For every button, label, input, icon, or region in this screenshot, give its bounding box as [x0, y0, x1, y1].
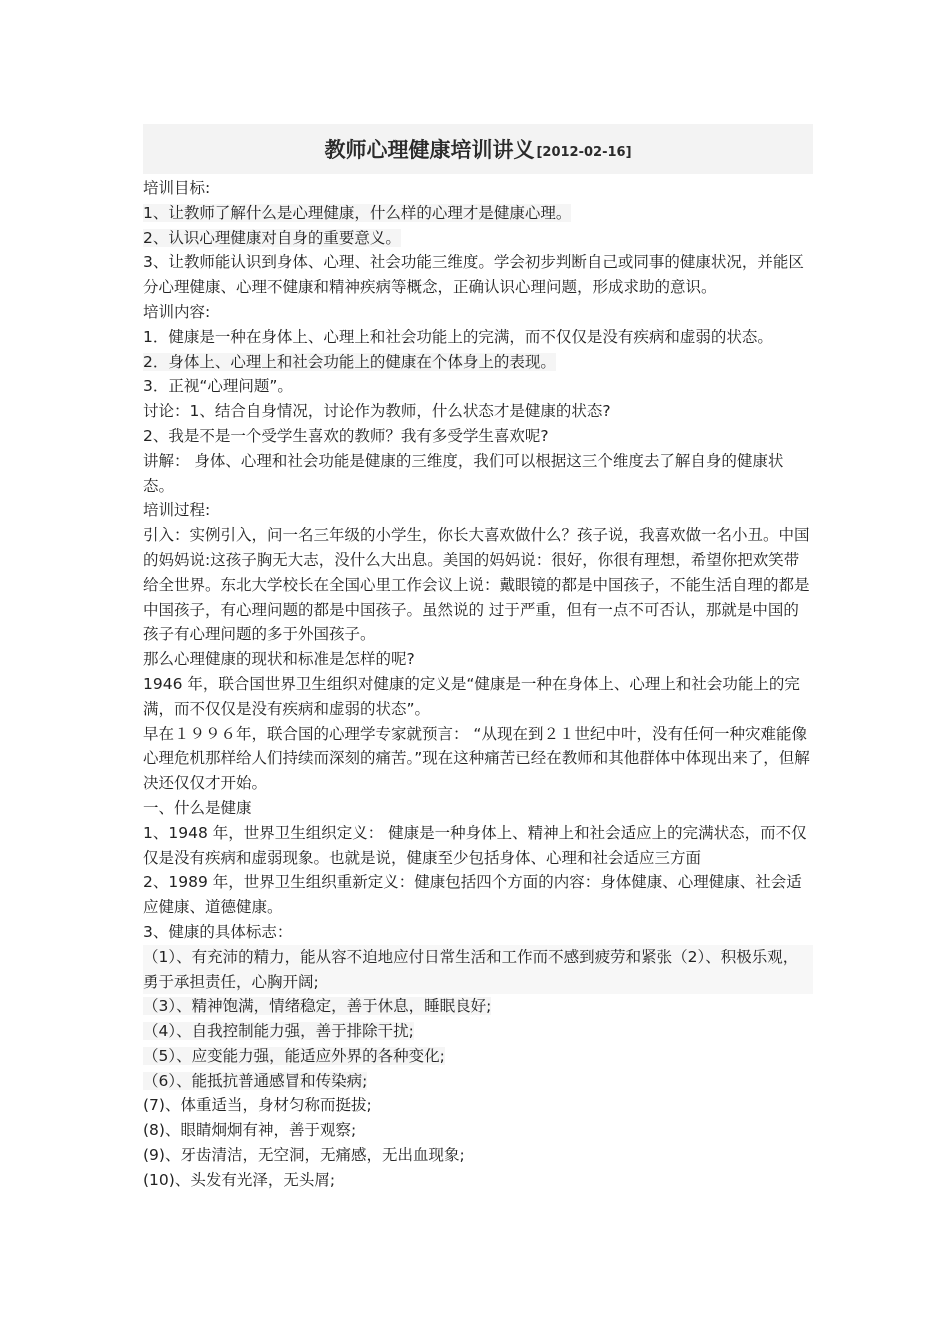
document-body: [143, 176, 813, 1193]
list-item: （4）、自我控制能力强，善于排除干扰;: [143, 1022, 414, 1041]
title-date: [2012-02-16]: [536, 144, 632, 160]
paragraph: 3、健康的具体标志：: [143, 922, 293, 941]
paragraph: 1、让教师了解什么是心理健康，什么样的心理才是健康心理。: [143, 203, 572, 222]
paragraph: 1．健康是一种在身体上、心理上和社会功能上的完满，而不仅仅是没有疾病和虚弱的状态。: [143, 327, 773, 346]
paragraph: 2、1989 年，世界卫生组织重新定义：健康包括四个方面的内容：身体健康、心理健康、社会适应健康、道德健康。: [143, 873, 802, 917]
list-item: （1）、有充沛的精力，能从容不迫地应付日常生活和工作而不感到疲劳和紧张（2）、积极乐观，勇于承担责任，心胸开阔;: [143, 945, 813, 995]
list-item: (7)、体重适当，身材匀称而挺拔;: [143, 1096, 372, 1115]
list-item: （5）、应变能力强，能适应外界的各种变化;: [143, 1046, 445, 1065]
paragraph: 讨论：1、结合自身情况，讨论作为教师，什么状态才是健康的状态?: [143, 402, 611, 421]
document-page: [143, 124, 813, 1193]
page-title: 教师心理健康培训讲义: [324, 138, 535, 162]
paragraph: 2．身体上、心理上和社会功能上的健康在个体身上的表现。: [143, 352, 556, 371]
paragraph: 讲解： 身体、心理和社会功能是健康的三维度，我们可以根据这三个维度去了解自身的健康状态。: [143, 451, 784, 495]
paragraph: 3、让教师能认识到身体、心理、社会功能三维度。学会初步判断自己或同事的健康状况，并能区分心理健康、心理不健康和精神疾病等概念，正确认识心理问题，形成求助的意识。: [143, 253, 804, 297]
paragraph: 3．正视“心理问题”。: [143, 377, 293, 396]
paragraph: 2、我是不是一个受学生喜欢的教师？我有多受学生喜欢呢?: [143, 426, 549, 445]
list-item: （3）、精神饱满，情绪稳定，善于休息，睡眠良好;: [143, 997, 492, 1016]
paragraph: 2、认识心理健康对自身的重要意义。: [143, 228, 401, 247]
list-item: (8)、眼睛炯炯有神，善于观察;: [143, 1121, 357, 1140]
paragraph: 1、1948 年，世界卫生组织定义： 健康是一种身体上、精神上和社会适应上的完满状态，而不仅仅是没有疾病和虚弱现象。也就是说，健康至少包括身体、心理和社会适应三方面: [143, 823, 807, 867]
list-item: (10)、头发有光泽，无头屑;: [143, 1170, 336, 1189]
section-heading: 一、什么是健康: [143, 798, 252, 817]
title-block: [143, 124, 813, 174]
paragraph: 早在１９９６年，联合国的心理学专家就预言： “从现在到２１世纪中叶，没有任何一种灾难能像心理危机那样给人们持续而深刻的痛苦。”现在这种痛苦已经在教师和其他群体中体现出来了，但解决还仅仅才开始。: [143, 724, 810, 793]
list-item: (9)、牙齿清洁，无空洞，无痛感，无出血现象;: [143, 1146, 465, 1165]
paragraph: 培训内容:: [143, 302, 211, 321]
paragraph: 1946 年，联合国世界卫生组织对健康的定义是“健康是一种在身体上、心理上和社会功能上的完满，而不仅仅是没有疾病和虚弱的状态”。: [143, 674, 800, 718]
paragraph: 那么心理健康的现状和标准是怎样的呢?: [143, 650, 415, 669]
paragraph: 培训目标:: [143, 179, 211, 197]
list-item: （6）、能抵抗普通感冒和传染病;: [143, 1071, 368, 1090]
paragraph: 引入：实例引入，问一名三年级的小学生，你长大喜欢做什么？孩子说，我喜欢做一名小丑。中国的妈妈说:这孩子胸无大志，没什么大出息。美国的妈妈说：很好，你很有理想，希望你把欢笑带给全世界。东北大学校长在全国心里工作会议上说：戴眼镜的都是中国孩子，不能生活自理的都是中国孩子，有心理问题的都是中国孩子。虽然说的 过于严重，但有一点不可否认，那就是中国的孩子有心理问题的多于外国孩子。: [143, 526, 810, 644]
paragraph: 培训过程:: [143, 501, 211, 520]
